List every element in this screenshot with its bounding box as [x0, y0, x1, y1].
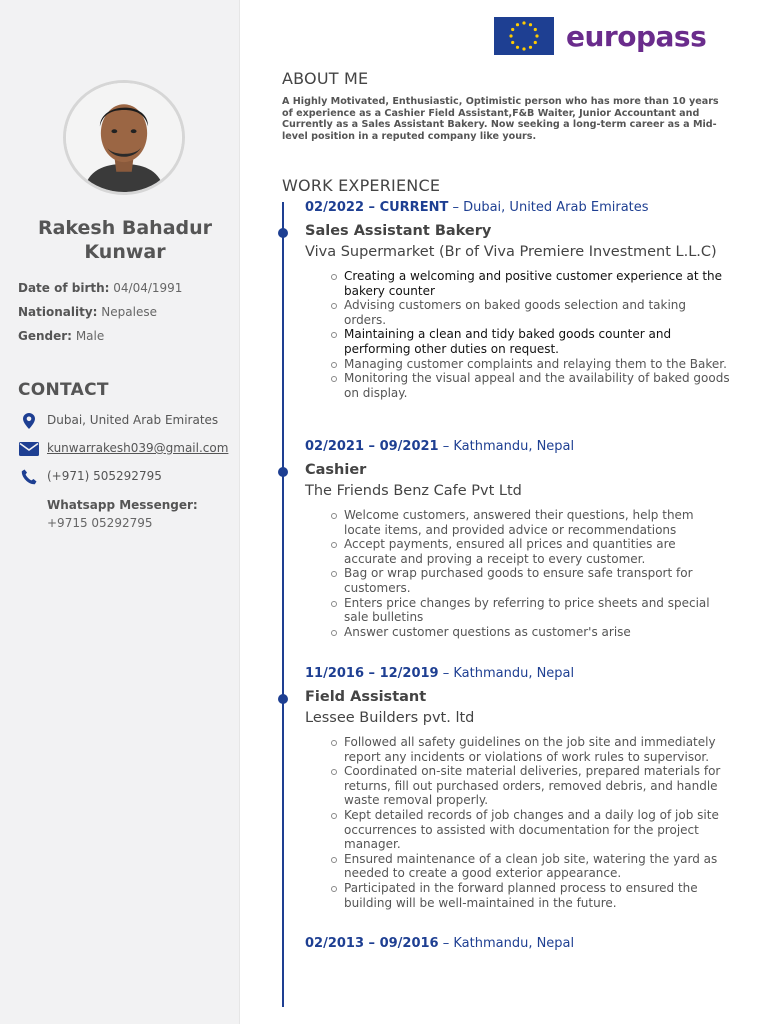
gender-value: Male	[75, 329, 105, 343]
job-1-duties	[331, 269, 731, 400]
phone-text: (+971) 505292795	[47, 469, 162, 483]
gender	[18, 329, 104, 343]
job-1-employer: Viva Supermarket (Br of Viva Premiere Investment L.L.C)	[305, 244, 717, 260]
job-3-employer: Lessee Builders pvt. ltd	[305, 710, 475, 726]
contact-location	[18, 413, 218, 429]
dob-value: 04/04/1991	[113, 281, 183, 295]
list-item: Welcome customers, answered their questions, help them locate items, and provided advice or recommendations	[331, 508, 731, 537]
list-item: Advising customers on baked goods selection and taking orders.	[331, 298, 731, 327]
work-heading: WORK EXPERIENCE	[282, 176, 441, 195]
eu-flag-icon	[494, 17, 554, 55]
list-item: Participated in the forward planned process to ensured the building will be well-maintained in the future.	[331, 881, 731, 910]
job-2-location: – Kathmandu, Nepal	[438, 439, 575, 454]
job-1-dates	[305, 200, 649, 215]
nationality	[18, 305, 157, 319]
mail-icon	[18, 441, 40, 457]
nationality-label: Nationality:	[18, 305, 98, 319]
about-heading: ABOUT ME	[282, 69, 369, 88]
job-2-period: 02/2021 – 09/2021	[305, 439, 439, 454]
contact-email	[18, 441, 228, 457]
about-text: A Highly Motivated, Enthusiastic, Optimistic person who has more than 10 years of experience as a Cashier Field Assistant,F&B Waiter, Junior Accountant and Currently as a Sales Assistant Bakery. Now seeking a long-term career as a Mid-level position in a reputed company like yours.	[282, 96, 719, 142]
phone-icon	[18, 469, 40, 485]
timeline-dot	[278, 228, 288, 238]
gender-label: Gender:	[18, 329, 72, 343]
contact-phone	[18, 469, 162, 485]
whatsapp-label: Whatsapp Messenger:	[47, 498, 198, 512]
nationality-value: Nepalese	[101, 305, 157, 319]
list-item: Answer customer questions as customer's arise	[331, 625, 731, 640]
location-text: Dubai, United Arab Emirates	[47, 413, 219, 427]
contact-whatsapp	[47, 496, 232, 532]
job-3-dates	[305, 666, 574, 681]
job-2-dates	[305, 439, 574, 454]
job-2-title: Cashier	[305, 462, 367, 478]
contact-heading: CONTACT	[18, 380, 109, 400]
job-2-employer: The Friends Benz Cafe Pvt Ltd	[305, 483, 522, 499]
person-photo-icon	[66, 83, 182, 192]
timeline-dot	[278, 467, 288, 477]
date-of-birth	[18, 281, 182, 295]
europass-wordmark: europass	[566, 19, 707, 53]
job-4-dates	[305, 936, 574, 951]
job-3-title: Field Assistant	[305, 689, 427, 705]
list-item: Managing customer complaints and relaying them to the Baker.	[331, 357, 731, 372]
europass-logo	[494, 17, 706, 55]
location-pin-icon	[18, 413, 40, 429]
job-1-period: 02/2022 – CURRENT	[305, 200, 449, 215]
job-1-location: – Dubai, United Arab Emirates	[448, 200, 649, 215]
candidate-name: Rakesh Bahadur Kunwar	[37, 217, 213, 263]
timeline-line	[282, 202, 284, 1007]
timeline-dot	[278, 694, 288, 704]
list-item: Maintaining a clean and tidy baked goods counter and performing other duties on request.	[331, 327, 731, 356]
email-link[interactable]: kunwarrakesh039@gmail.com	[47, 441, 229, 455]
job-3-period: 11/2016 – 12/2019	[305, 666, 439, 681]
list-item: Ensured maintenance of a clean job site, watering the yard as needed to create a good exterior appearance.	[331, 852, 731, 881]
job-4-period: 02/2013 – 09/2016	[305, 936, 439, 951]
job-4-location: – Kathmandu, Nepal	[438, 936, 575, 951]
list-item: Monitoring the visual appeal and the availability of baked goods on display.	[331, 371, 731, 400]
list-item: Creating a welcoming and positive customer experience at the bakery counter	[331, 269, 731, 298]
job-2-duties	[331, 508, 731, 639]
job-1-title: Sales Assistant Bakery	[305, 223, 492, 239]
list-item: Enters price changes by referring to price sheets and special sale bulletins	[331, 596, 731, 625]
profile-photo	[63, 80, 185, 195]
job-3-location: – Kathmandu, Nepal	[438, 666, 575, 681]
whatsapp-value: +9715 05292795	[47, 516, 153, 530]
list-item: Followed all safety guidelines on the job site and immediately report any incidents or violations of work rules to supervisor.	[331, 735, 731, 764]
list-item: Kept detailed records of job changes and a daily log of job site occurrences to assisted with documentation for the project manager.	[331, 808, 731, 852]
list-item: Accept payments, ensured all prices and quantities are accurate and proving a receipt to every customer.	[331, 537, 731, 566]
job-3-duties	[331, 735, 731, 910]
sidebar	[0, 0, 240, 1024]
list-item: Bag or wrap purchased goods to ensure safe transport for customers.	[331, 566, 731, 595]
list-item: Coordinated on-site material deliveries, prepared materials for returns, fill out purchased orders, removed debris, and handle waste removal properly.	[331, 764, 731, 808]
dob-label: Date of birth:	[18, 281, 110, 295]
